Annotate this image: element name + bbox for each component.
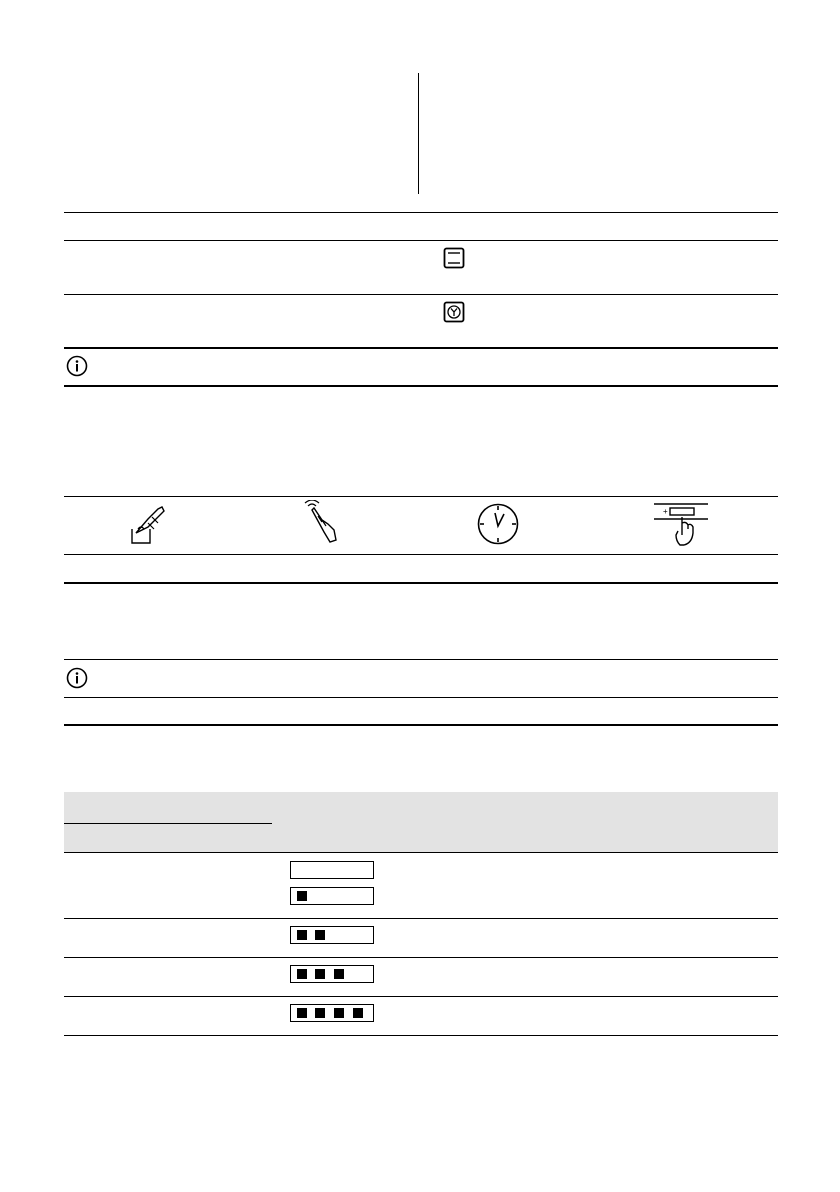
hand-cleaning-icon [128,503,168,545]
header-underline [64,823,272,824]
table-rule [64,582,778,584]
svg-text:+: + [663,507,668,516]
display-touch-icon [654,501,708,547]
clock-icon [476,502,520,546]
table-rule [64,918,778,919]
table-rule [64,957,778,958]
oven-function-icon [443,247,465,269]
table-rule [64,496,778,497]
table-header [64,792,778,852]
table-rule [64,659,778,660]
table-rule [64,1035,778,1036]
table-rule [64,294,778,295]
touch-sensor-icon [300,500,342,546]
column-divider [418,73,419,194]
table-rule [64,240,778,241]
table-rule [64,852,778,853]
table-rule [64,385,778,387]
table-rule [64,724,778,726]
indicator-bar [290,861,374,879]
info-circle-icon [66,667,88,689]
table-rule [64,347,778,349]
table-rule [64,554,778,555]
table-rule [64,996,778,997]
indicator-bar [290,1004,374,1022]
indicator-bar [290,965,374,983]
table-rule [64,697,778,698]
info-circle-icon [66,355,88,377]
table-rule [64,212,778,213]
fan-icon [443,301,465,323]
indicator-bar [290,887,374,905]
indicator-bar [290,926,374,944]
